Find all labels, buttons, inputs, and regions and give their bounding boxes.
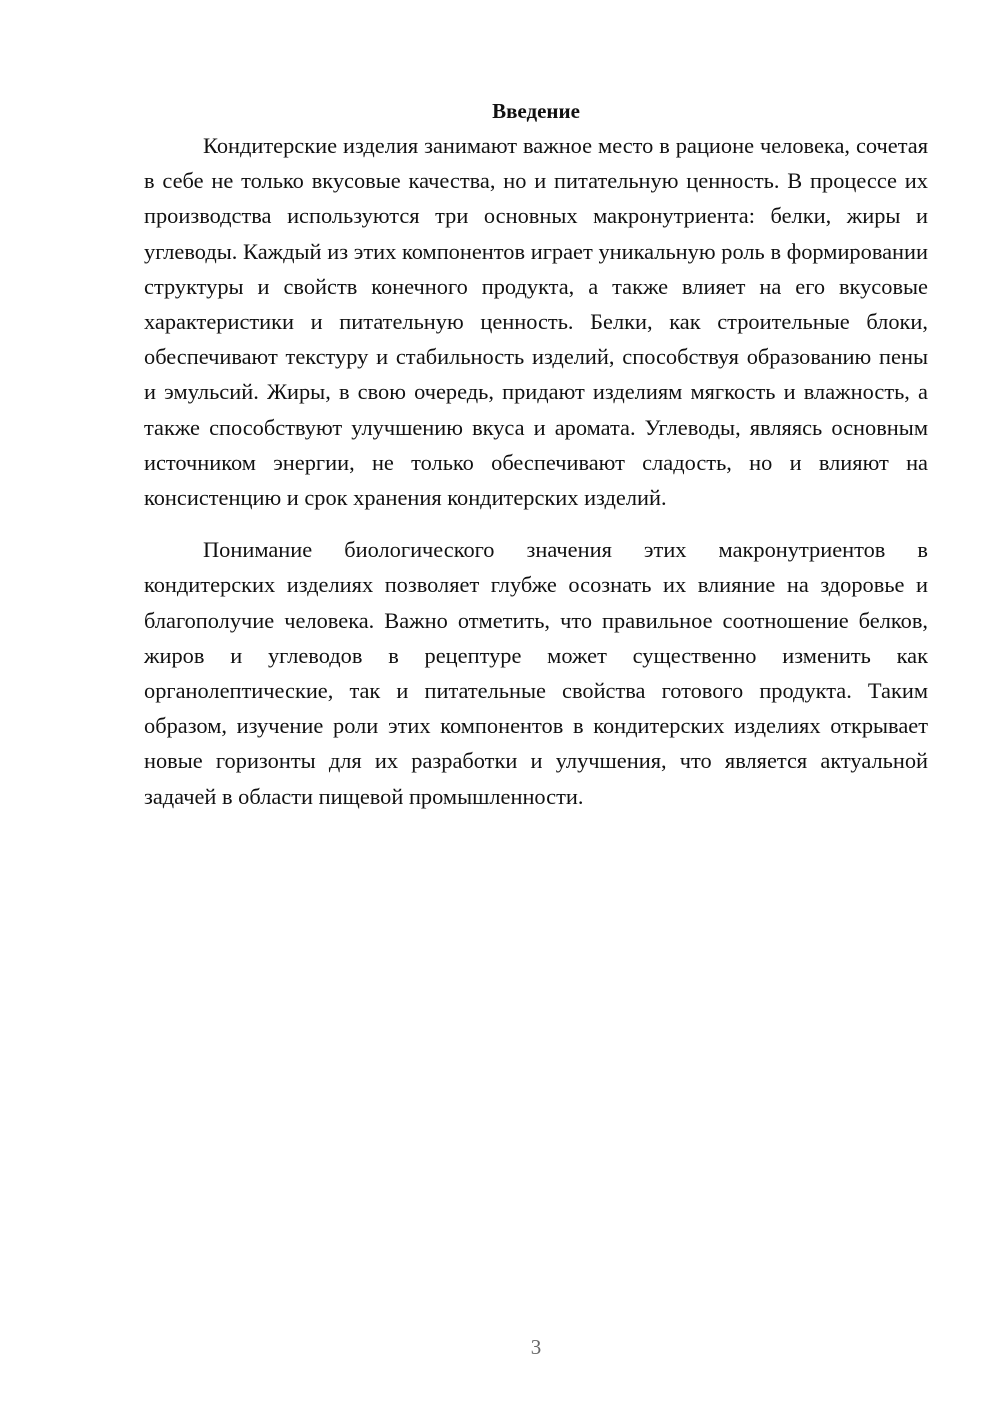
page-number: 3 [530, 1335, 542, 1359]
section-heading: Введение [492, 99, 580, 123]
paragraph-1: Кондитерские изделия занимают важное место в рационе человека, сочетая в себе не только вкусовые качества, но и питательную ценность. В процессе их производства используются три основных макронутриента: белки, жиры и углеводы. Каждый из этих компонентов играет уникальную роль в формировании структуры и свойств конечного продукта, а также влияет на его вкусовые характеристики и питательную ценность. Белки, как строительные блоки, обеспечивают текстуру и стабильность изделий, способствуя образованию пены и эмульсий. Жиры, в свою очередь, придают изделиям мягкость и влажность, а также способствуют улучшению вкуса и аромата. Углеводы, являясь основным источником энергии, не только обеспечивают сладость, но и влияют на консистенцию и срок хранения кондитерских изделий. [144, 133, 928, 511]
document-page [144, 96, 928, 814]
paragraph-2: Понимание биологического значения этих макронутриентов в кондитерских изделиях позволяет глубже осознать их влияние на здоровье и благополучие человека. Важно отметить, что правильное соотношение белков, жиров и углеводов в рецептуре может существенно изменить как органолептические, так и питательные свойства готового продукта. Таким образом, изучение роли этих компонентов в кондитерских изделиях открывает новые горизонты для их разработки и улучшения, что является актуальной задачей в области пищевой промышленности. [144, 537, 928, 809]
